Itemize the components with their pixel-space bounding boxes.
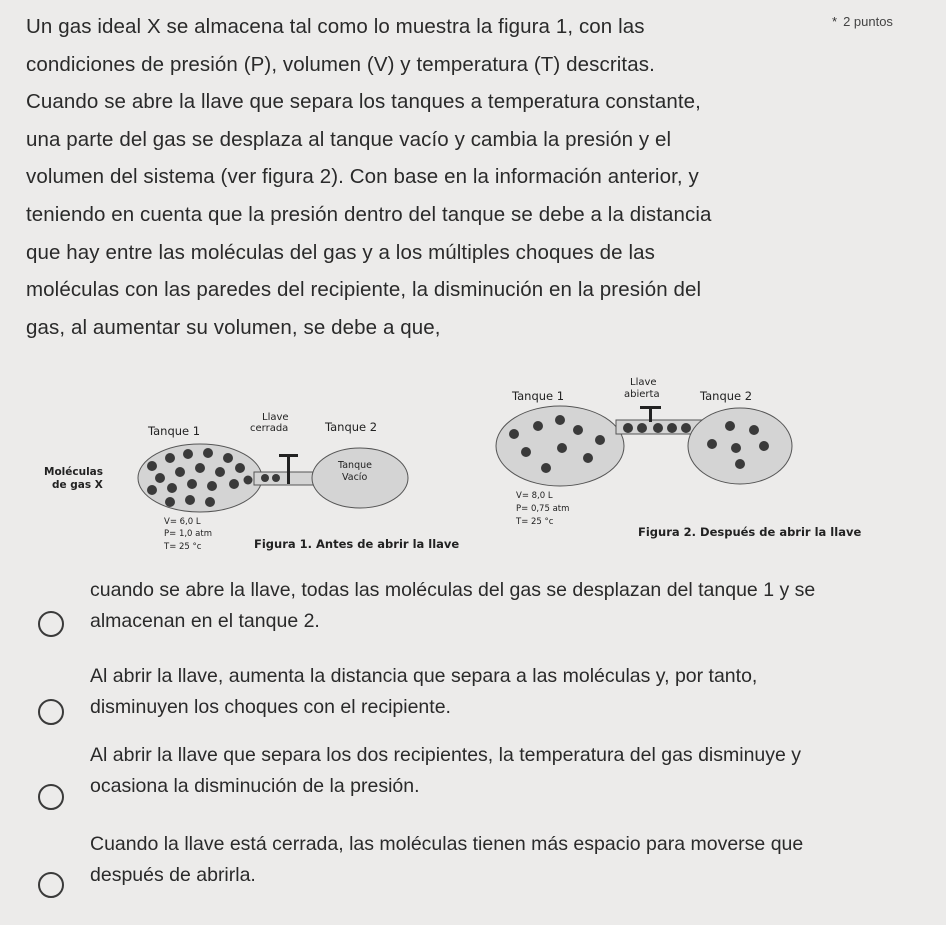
radio-button[interactable] bbox=[38, 611, 64, 637]
fig1-valve-handle bbox=[279, 454, 298, 457]
radio-button[interactable] bbox=[38, 872, 64, 898]
fig2-tank1-label: Tanque 1 bbox=[512, 389, 565, 403]
option-text-line: Cuando la llave está cerrada, las moléculas tienen más espacio para moverse que bbox=[90, 833, 804, 855]
points-label: 2 puntos bbox=[843, 14, 893, 29]
option-text-line: Al abrir la llave, aumenta la distancia que separa a las moléculas y, por tanto, bbox=[90, 665, 758, 687]
option-text-line: ocasiona la disminución de la presión. bbox=[90, 775, 420, 797]
fig1-temperature: T= 25 °c bbox=[164, 542, 202, 552]
option-text-line: cuando se abre la llave, todas las moléculas del gas se desplazan del tanque 1 y se bbox=[90, 579, 816, 601]
figure-panel bbox=[40, 368, 920, 573]
radio-button[interactable] bbox=[38, 784, 64, 810]
option-1[interactable] bbox=[0, 570, 946, 642]
figure-1 bbox=[44, 412, 459, 552]
question-line: condiciones de presión (P), volumen (V) y temperatura (T) descritas. bbox=[26, 52, 655, 76]
fig1-valve-label-1: Llave bbox=[262, 412, 289, 423]
question-line: volumen del sistema (ver figura 2). Con base en la información anterior, y bbox=[26, 165, 699, 189]
question-line: teniendo en cuenta que la presión dentro del tanque se debe a la distancia bbox=[26, 202, 712, 226]
fig1-caption: Figura 1. Antes de abrir la llave bbox=[254, 537, 460, 551]
fig2-caption: Figura 2. Después de abrir la llave bbox=[638, 525, 862, 539]
fig1-volume: V= 6,0 L bbox=[164, 517, 201, 527]
question-line: Cuando se abre la llave que separa los tanques a temperatura constante, bbox=[26, 90, 701, 114]
option-label bbox=[90, 575, 910, 637]
question-line: gas, al aumentar su volumen, se debe a que, bbox=[26, 315, 441, 339]
option-2[interactable] bbox=[0, 656, 946, 728]
required-icon: * bbox=[832, 14, 838, 29]
fig1-valve-label-2: cerrada bbox=[250, 423, 289, 434]
fig2-valve-handle bbox=[640, 406, 661, 409]
option-label bbox=[90, 661, 910, 723]
option-text-line: después de abrirla. bbox=[90, 864, 256, 886]
fig2-pressure: P= 0,75 atm bbox=[516, 504, 570, 514]
question-line: Un gas ideal X se almacena tal como lo muestra la figura 1, con las bbox=[26, 15, 645, 38]
fig1-empty-label-2: Vacío bbox=[342, 472, 368, 483]
option-text-line: Al abrir la llave que separa los dos recipientes, la temperatura del gas disminuye y bbox=[90, 744, 802, 766]
option-label bbox=[90, 829, 910, 891]
figure-2 bbox=[496, 377, 861, 539]
fig1-empty-label-1: Tanque bbox=[338, 460, 372, 471]
question-line: una parte del gas se desplaza al tanque vacío y cambia la presión y el bbox=[26, 127, 672, 151]
points-indicator bbox=[832, 14, 893, 29]
option-4[interactable] bbox=[0, 828, 946, 900]
fig1-pressure: P= 1,0 atm bbox=[164, 529, 212, 539]
option-text-line: disminuyen los choques con el recipiente. bbox=[90, 696, 451, 718]
fig2-volume: V= 8,0 L bbox=[516, 491, 553, 501]
fig2-valve-label-1: Llave bbox=[630, 377, 657, 388]
question-line: moléculas con las paredes del recipiente, la disminución en la presión del bbox=[26, 278, 702, 302]
fig1-tank1-label: Tanque 1 bbox=[148, 424, 201, 438]
radio-button[interactable] bbox=[38, 699, 64, 725]
option-label bbox=[90, 740, 910, 802]
fig1-tank2-label: Tanque 2 bbox=[325, 420, 378, 434]
fig2-valve-label-2: abierta bbox=[624, 389, 660, 400]
fig1-valve-stem bbox=[287, 454, 290, 484]
option-3[interactable] bbox=[0, 740, 946, 812]
fig1-molecules-label-1: Moléculas bbox=[44, 466, 104, 478]
fig1-molecules-label-2: de gas X bbox=[52, 479, 103, 491]
fig2-tank2-label: Tanque 2 bbox=[700, 389, 753, 403]
fig2-temperature: T= 25 °c bbox=[516, 517, 554, 527]
question-text bbox=[26, 8, 846, 346]
question-line: que hay entre las moléculas del gas y a los múltiples choques de las bbox=[26, 240, 655, 264]
figures-illustration bbox=[40, 368, 920, 573]
option-text-line: almacenan en el tanque 2. bbox=[90, 610, 320, 632]
